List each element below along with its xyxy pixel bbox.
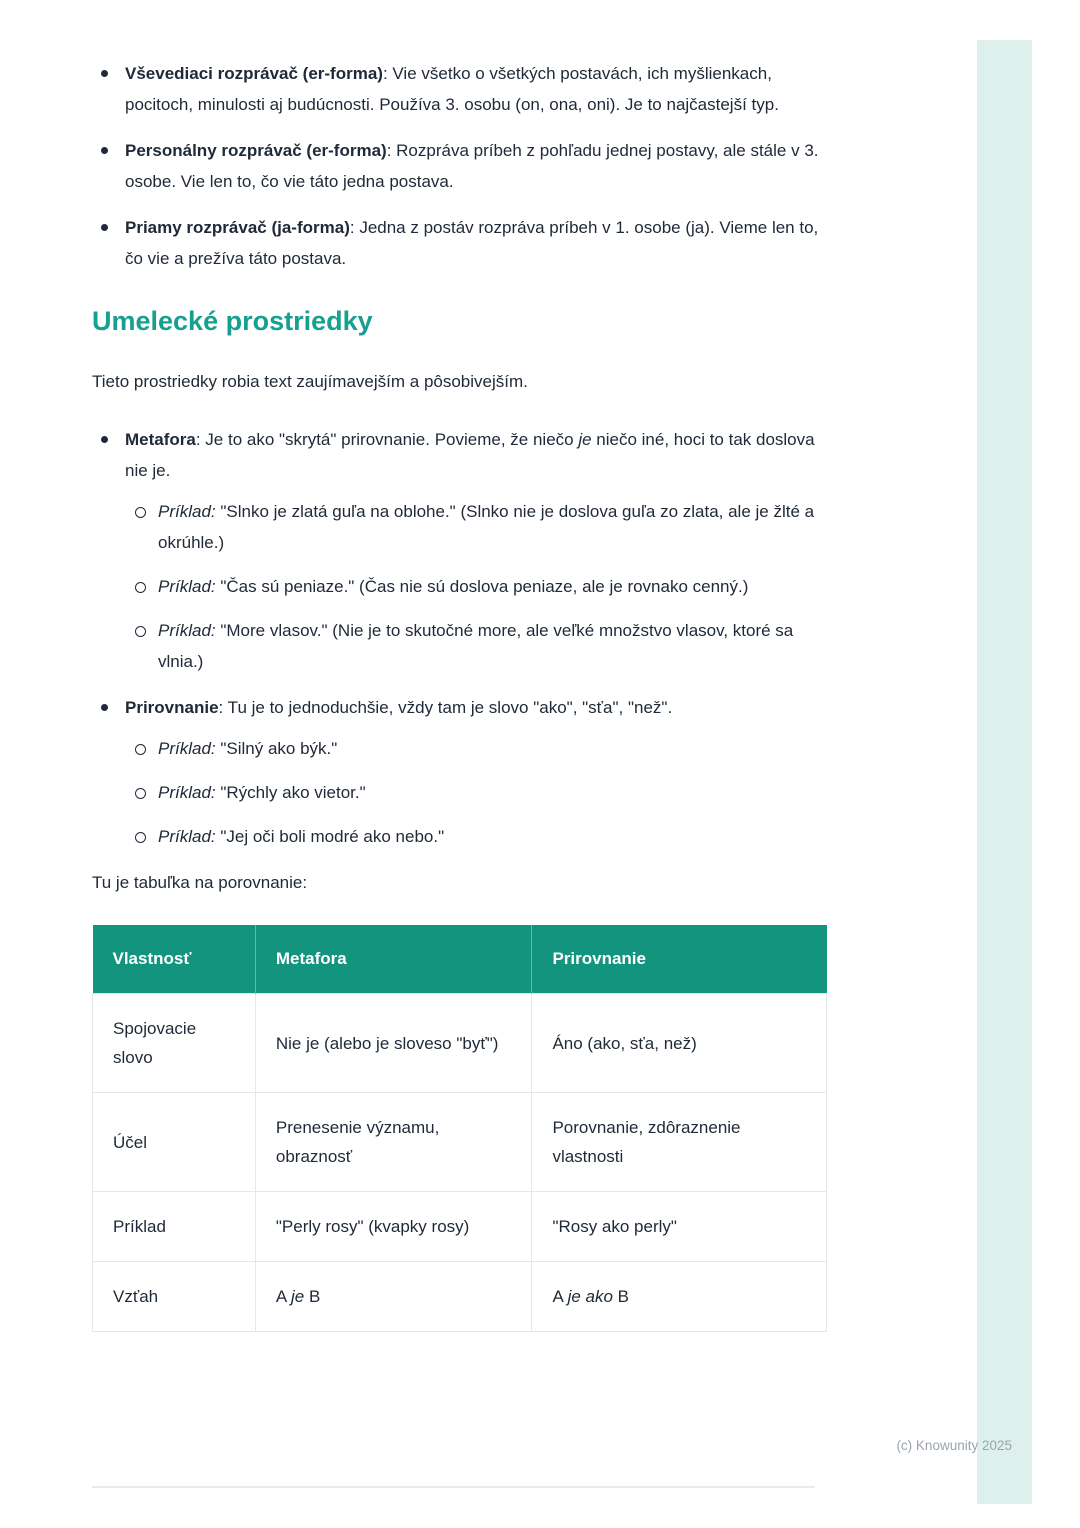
example-text: "Slnko je zlatá guľa na oblohe." (Slnko nie je doslova guľa zo zlata, ale je žlté a okrúhle.)	[158, 502, 815, 552]
document-content	[92, 0, 829, 1332]
list-item	[92, 58, 829, 120]
table-row	[93, 1192, 827, 1262]
term-bold: Vševediaci rozprávač (er-forma)	[125, 64, 383, 83]
table-cell: Porovnanie, zdôraznenie vlastnosti	[532, 1093, 827, 1192]
examples-list	[125, 496, 829, 677]
example-text: "More vlasov." (Nie je to skutočné more, ale veľké množstvo vlasov, ktoré sa vlnia.)	[158, 621, 794, 671]
term-bold: Personálny rozprávač (er-forma)	[125, 141, 387, 160]
comparison-table	[92, 925, 827, 1332]
emphasis-word: je ako	[567, 1287, 613, 1306]
table-head	[93, 925, 827, 994]
example-item	[125, 615, 829, 677]
example-item	[125, 733, 829, 764]
table-row	[93, 994, 827, 1093]
table-header-cell: Prirovnanie	[532, 925, 827, 994]
right-accent-stripe	[977, 40, 1032, 1504]
narrator-list	[92, 58, 829, 274]
table-header-row	[93, 925, 827, 994]
list-item	[92, 135, 829, 197]
table-cell: "Rosy ako perly"	[532, 1192, 827, 1262]
example-text: "Silný ako býk."	[215, 739, 338, 758]
term-bold: Prirovnanie	[125, 698, 219, 717]
table-header-cell: Metafora	[255, 925, 532, 994]
emphasis-word: je	[291, 1287, 305, 1306]
term-description: : Vie všetko o všetkých postavách, ich myšlienkach, pocitoch, minulosti aj budúcnosti. Používa 3. osobu (on, ona, oni). Je to najčastejší typ.	[125, 64, 779, 114]
table-intro: Tu je tabuľka na porovnanie:	[92, 873, 308, 892]
example-item	[125, 496, 829, 558]
emphasis-word: je	[578, 430, 592, 449]
table-cell: Vzťah	[93, 1262, 256, 1332]
table-header-cell: Vlastnosť	[93, 925, 256, 994]
cell-text: A	[552, 1287, 568, 1306]
list-item-metafora	[92, 424, 829, 677]
example-text: "Jej oči boli modré ako nebo."	[215, 827, 445, 846]
table-cell: "Perly rosy" (kvapky rosy)	[255, 1192, 532, 1262]
section-intro: Tieto prostriedky robia text zaujímavejším a pôsobivejším.	[92, 372, 528, 391]
example-item	[125, 571, 829, 602]
cell-text: B	[304, 1287, 321, 1306]
term-description: niečo iné, hoci to tak doslova nie je.	[125, 430, 815, 480]
term-description: : Je to ako "skrytá" prirovnanie. Povieme, že niečo	[195, 430, 579, 449]
example-label: Príklad:	[158, 739, 216, 758]
example-label: Príklad:	[158, 502, 216, 521]
table-body	[93, 994, 827, 1332]
example-item	[125, 821, 829, 852]
table-cell: Prenesenie významu, obraznosť	[255, 1093, 532, 1192]
copyright-text: (c) Knowunity 2025	[896, 1438, 1012, 1453]
cell-text: B	[612, 1287, 629, 1306]
example-label: Príklad:	[158, 577, 216, 596]
table-cell: Áno (ako, sťa, než)	[532, 994, 827, 1093]
term-description: : Jedna z postáv rozpráva príbeh v 1. osobe (ja). Vieme len to, čo vie a prežíva táto postava.	[125, 218, 819, 268]
table-cell: Účel	[93, 1093, 256, 1192]
table-cell: Príklad	[93, 1192, 256, 1262]
devices-list	[92, 424, 829, 852]
list-item	[92, 212, 829, 274]
table-cell: Spojovacie slovo	[93, 994, 256, 1093]
example-text: "Rýchly ako vietor."	[215, 783, 366, 802]
term-bold: Metafora	[125, 430, 196, 449]
example-item	[125, 777, 829, 808]
table-row	[93, 1262, 827, 1332]
term-bold: Priamy rozprávač (ja-forma)	[125, 218, 350, 237]
cell-text: A	[275, 1287, 291, 1306]
table-cell	[532, 1262, 827, 1332]
table-cell	[255, 1262, 532, 1332]
table-row	[93, 1093, 827, 1192]
example-text: "Čas sú peniaze." (Čas nie sú doslova peniaze, ale je rovnako cenný.)	[215, 577, 749, 596]
table-cell: Nie je (alebo je sloveso "byť")	[255, 994, 532, 1093]
list-item-prirovnanie	[92, 692, 829, 852]
examples-list	[125, 733, 829, 852]
term-description: : Tu je to jednoduchšie, vždy tam je slovo "ako", "sťa", "než".	[218, 698, 673, 717]
example-label: Príklad:	[158, 783, 216, 802]
page-divider	[92, 1486, 815, 1488]
section-heading: Umelecké prostriedky	[92, 306, 373, 336]
example-label: Príklad:	[158, 827, 216, 846]
term-description: : Rozpráva príbeh z pohľadu jednej postavy, ale stále v 3. osobe. Vie len to, čo vie táto jedna postava.	[125, 141, 819, 191]
example-label: Príklad:	[158, 621, 216, 640]
